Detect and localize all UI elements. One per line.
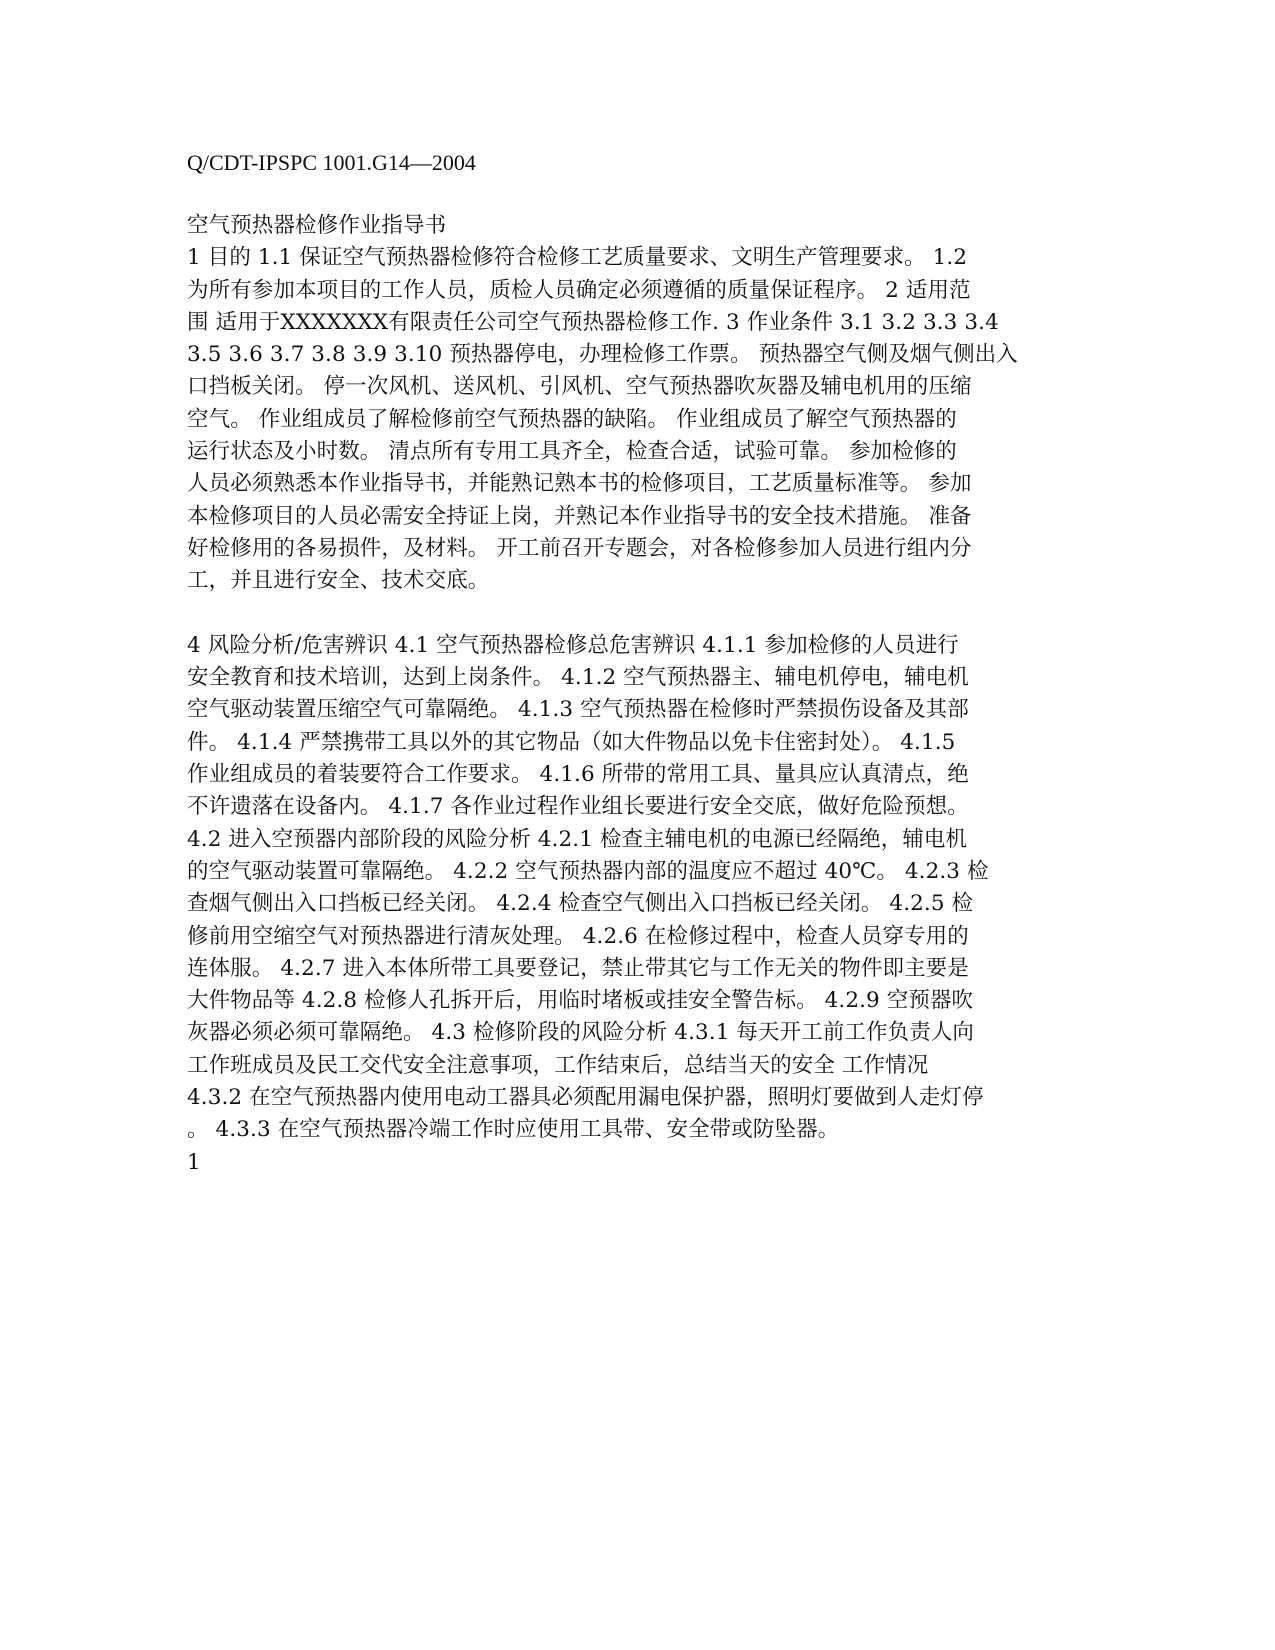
text-line: 的空气驱动装置可靠隔绝。 4.2.2 空气预热器内部的温度应不超过 40℃。 4.2.3 检 bbox=[187, 858, 989, 884]
blank-line bbox=[187, 598, 1092, 630]
text-line: 大件物品等 4.2.8 检修人孔拆开后，用临时堵板或挂安全警告标。 4.2.9 空预器吹 bbox=[187, 988, 974, 1014]
text-line: 查烟气侧出入口挡板已经关闭。 4.2.4 检查空气侧出入口挡板已经关闭。 4.2.5 检 bbox=[187, 891, 974, 917]
text-line: 。 4.3.3 在空气预热器冷端工作时应使用工具带、安全带或防坠器。 bbox=[187, 1117, 840, 1143]
text-line: 作业组成员的着装要符合工作要求。 4.1.6 所带的常用工具、量具应认真清点，绝 bbox=[187, 762, 969, 788]
text-line: 口挡板关闭。 停一次风机、送风机、引风机、空气预热器吹灰器及辅电机用的压缩 bbox=[187, 374, 972, 400]
text-line: 3.5 3.6 3.7 3.8 3.9 3.10 预热器停电，办理检修工作票。 预热器空气侧及烟气侧出入 bbox=[187, 342, 1018, 368]
text-line: 件。 4.1.4 严禁携带工具以外的其它物品（如大件物品以免卡住密封处）。 4.1.5 bbox=[187, 729, 956, 755]
document-body bbox=[187, 210, 1092, 1179]
document-title: 空气预热器检修作业指导书 bbox=[187, 213, 447, 238]
text-line: 本检修项目的人员必需安全持证上岗，并熟记本作业指导书的安全技术措施。 准备 bbox=[187, 503, 972, 529]
page-number: 1 bbox=[187, 1149, 201, 1175]
text-line: 修前用空缩空气对预热器进行清灰处理。 4.2.6 在检修过程中，检查人员穿专用的 bbox=[187, 923, 969, 949]
text-line: 好检修用的各易损件，及材料。 开工前召开专题会，对各检修参加人员进行组内分 bbox=[187, 535, 972, 561]
text-line: 4.3.2 在空气预热器内使用电动工器具必须配用漏电保护器，照明灯要做到人走灯停 bbox=[187, 1085, 984, 1111]
text-line: 运行状态及小时数。 清点所有专用工具齐全，检查合适，试验可靠。 参加检修的 bbox=[187, 439, 957, 465]
document-code: Q/CDT-IPSPC 1001.G14—2004 bbox=[187, 150, 476, 175]
text-line: 工，并且进行安全、技术交底。 bbox=[187, 568, 490, 594]
text-line: 安全教育和技术培训，达到上岗条件。 4.1.2 空气预热器主、辅电机停电，辅电机 bbox=[187, 665, 969, 691]
text-line: 连体服。 4.2.7 进入本体所带工具要登记，禁止带其它与工作无关的物件即主要是 bbox=[187, 955, 969, 981]
text-line: 围 适用于XXXXXXX有限责任公司空气预热器检修工作. 3 作业条件 3.1 3.2 3.3 3.4 bbox=[187, 309, 999, 335]
text-line: 灰器必须必须可靠隔绝。 4.3 检修阶段的风险分析 4.3.1 每天开工前工作负责人向 bbox=[187, 1020, 975, 1046]
text-line: 4 风险分析/危害辨识 4.1 空气预热器检修总危害辨识 4.1.1 参加检修的人员进行 bbox=[187, 632, 959, 658]
text-line: 工作班成员及民工交代安全注意事项，工作结束后，总结当天的安全 工作情况 bbox=[187, 1052, 929, 1078]
text-line: 空气驱动装置压缩空气可靠隔绝。 4.1.3 空气预热器在检修时严禁损伤设备及其部 bbox=[187, 697, 969, 723]
text-line: 人员必须熟悉本作业指导书，并能熟记熟本书的检修项目，工艺质量标准等。 参加 bbox=[187, 471, 972, 497]
text-line: 1 目的 1.1 保证空气预热器检修符合检修工艺质量要求、文明生产管理要求。 1.2 bbox=[187, 245, 968, 271]
text-line: 空气。 作业组成员了解检修前空气预热器的缺陷。 作业组成员了解空气预热器的 bbox=[187, 406, 957, 432]
text-line: 不许遗落在设备内。 4.1.7 各作业过程作业组长要进行安全交底，做好危险预想。 bbox=[187, 794, 969, 820]
text-line: 为所有参加本项目的工作人员，质检人员确定必须遵循的质量保证程序。 2 适用范 bbox=[187, 277, 971, 303]
text-line: 4.2 进入空预器内部阶段的风险分析 4.2.1 检查主辅电机的电源已经隔绝，辅电机 bbox=[187, 826, 968, 852]
